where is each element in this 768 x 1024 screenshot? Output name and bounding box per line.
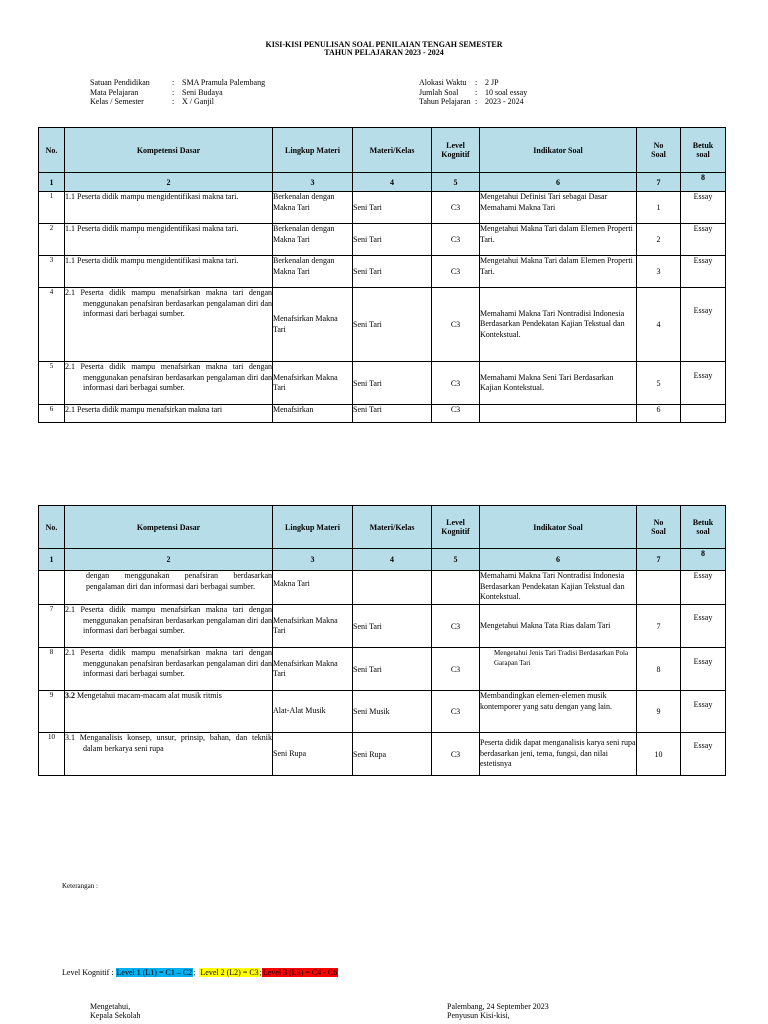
header-indikator: Indikator Soal bbox=[480, 506, 637, 549]
header-level bbox=[432, 128, 480, 173]
row-lingkup: Menafsirkan Makna Tari bbox=[273, 288, 353, 362]
header-indikator: Indikator Soal bbox=[480, 128, 637, 173]
col-number: 6 bbox=[480, 173, 637, 192]
row-bentuk: Essay bbox=[681, 256, 726, 288]
row-kd-number: 3.2 bbox=[65, 691, 75, 700]
info-value: 2023 - 2024 bbox=[485, 97, 524, 106]
row-number: 5 bbox=[39, 362, 65, 405]
level-separator: ; bbox=[193, 968, 196, 977]
header-level-line1: Level bbox=[446, 518, 465, 527]
info-row-alokasi bbox=[419, 78, 527, 88]
info-separator: : bbox=[172, 87, 175, 97]
col-number: 8 bbox=[681, 549, 726, 571]
row-indikator: Memahami Makna Seni Tari Berdasarkan Kajian Kontekstual. bbox=[480, 362, 637, 405]
row-bentuk: Essay bbox=[681, 192, 726, 224]
info-label: Tahun Pelajaran bbox=[419, 97, 471, 106]
header-bentuk-line2: soal bbox=[696, 150, 710, 159]
table-header-row bbox=[39, 128, 726, 173]
row-level: C3 bbox=[432, 405, 480, 423]
col-number: 6 bbox=[480, 549, 637, 571]
row-no-soal: 5 bbox=[637, 362, 681, 405]
row-no-soal: 7 bbox=[637, 605, 681, 648]
table-row bbox=[39, 362, 726, 405]
row-indikator: Memahami Makna Tari Nontradisi Indonesia Berdasarkan Pendekatan Kajian Tekstual dan Kontekstual. bbox=[480, 288, 637, 362]
row-materi: Seni Rupa bbox=[353, 733, 432, 776]
row-bentuk: Essay bbox=[681, 733, 726, 776]
row-level: C3 bbox=[432, 733, 480, 776]
row-number: 7 bbox=[39, 605, 65, 648]
header-materi: Materi/Kelas bbox=[353, 506, 432, 549]
row-kd-cell bbox=[65, 192, 273, 224]
header-no-soal bbox=[637, 128, 681, 173]
row-lingkup: Makna Tari bbox=[273, 571, 353, 605]
row-indikator bbox=[480, 405, 637, 423]
header-lingkup: Lingkup Materi bbox=[273, 128, 353, 173]
row-number: 10 bbox=[39, 733, 65, 776]
level-legend bbox=[62, 968, 338, 977]
row-materi: Seni Tari bbox=[353, 288, 432, 362]
row-kd: 2.1 Peserta didik mampu menafsirkan makna tari dengan menggunakan penafsiran berdasarkan pengalaman diri dan informasi dari berbagai sumber. bbox=[65, 605, 272, 635]
row-lingkup: Menafsirkan Makna Tari bbox=[273, 362, 353, 405]
header-bentuk-line1: Betuk bbox=[692, 518, 714, 527]
info-left bbox=[90, 78, 265, 107]
row-no-soal: 1 bbox=[637, 192, 681, 224]
row-number bbox=[39, 571, 65, 605]
row-indikator: Mengetahui Makna Tata Rias dalam Tari bbox=[480, 605, 637, 648]
header-no-soal-line2: Soal bbox=[651, 150, 666, 159]
header-bentuk-line2: soal bbox=[696, 527, 710, 536]
info-row-mapel bbox=[90, 88, 265, 98]
header-kd: Kompetensi Dasar bbox=[65, 506, 273, 549]
info-separator: : bbox=[172, 78, 175, 87]
row-kd: 1.1 Peserta didik mampu mengidentifikasi makna tari. bbox=[65, 224, 239, 233]
header-bentuk bbox=[681, 128, 726, 173]
col-number: 2 bbox=[65, 173, 273, 192]
row-no-soal: 8 bbox=[637, 648, 681, 691]
col-number: 4 bbox=[353, 173, 432, 192]
row-number: 8 bbox=[39, 648, 65, 691]
col-number: 7 bbox=[637, 549, 681, 571]
row-materi: Seni Tari bbox=[353, 224, 432, 256]
table-row bbox=[39, 605, 726, 648]
row-lingkup: Menafsirkan bbox=[273, 405, 353, 423]
row-bentuk: Essay bbox=[681, 224, 726, 256]
info-value: Seni Budaya bbox=[182, 87, 223, 97]
row-number: 3 bbox=[39, 256, 65, 288]
col-number: 8 bbox=[681, 173, 726, 192]
col-number: 3 bbox=[273, 173, 353, 192]
info-separator: : bbox=[475, 87, 478, 97]
table-header-row bbox=[39, 506, 726, 549]
row-kd: 2.1 Peserta didik mampu menafsirkan makna tari dengan menggunakan penafsiran berdasarkan pengalaman diri dan informasi dari berbagai sumber. bbox=[65, 362, 272, 392]
kisi-kisi-table-2 bbox=[38, 505, 726, 776]
header-no-soal bbox=[637, 506, 681, 549]
kisi-kisi-table-1 bbox=[38, 127, 726, 423]
row-number: 9 bbox=[39, 691, 65, 733]
row-kd-cell bbox=[65, 405, 273, 423]
col-number: 3 bbox=[273, 549, 353, 571]
row-no-soal: 3 bbox=[637, 256, 681, 288]
row-kd-cell bbox=[65, 224, 273, 256]
row-kd-cell bbox=[65, 605, 273, 648]
header-no-soal-line2: Soal bbox=[651, 527, 666, 536]
table-row bbox=[39, 192, 726, 224]
info-separator: : bbox=[475, 97, 478, 106]
row-indikator: Membandingkan elemen-elemen musik kontemporer yang satu dengan yang lain. bbox=[480, 691, 637, 733]
row-number: 2 bbox=[39, 224, 65, 256]
row-no-soal: 6 bbox=[637, 405, 681, 423]
row-indikator: Mengetahui Jenis Tari Tradisi Berdasarkan Pola Garapan Tari bbox=[494, 649, 629, 667]
level-2-badge: Level 2 (L2) = C3 bbox=[200, 968, 259, 977]
row-no-soal: 10 bbox=[637, 733, 681, 776]
info-row-kelas bbox=[90, 97, 265, 107]
row-kd-cell bbox=[65, 691, 273, 733]
table-row bbox=[39, 405, 726, 423]
col-number: 5 bbox=[432, 549, 480, 571]
info-label: Alokasi Waktu bbox=[419, 78, 467, 87]
col-number: 4 bbox=[353, 549, 432, 571]
row-bentuk: Essay bbox=[681, 288, 726, 362]
header-kd: Kompetensi Dasar bbox=[65, 128, 273, 173]
info-right bbox=[419, 78, 527, 107]
level-1-badge: Level 1 (L1) = C1 – C2 bbox=[116, 968, 193, 977]
header-level-line1: Level bbox=[446, 141, 465, 150]
row-indikator: Mengetahui Makna Tari dalam Elemen Properti Tari. bbox=[480, 224, 637, 256]
row-materi: Seni Tari bbox=[353, 192, 432, 224]
document-subtitle: TAHUN PELAJARAN 2023 - 2024 bbox=[324, 48, 444, 57]
row-kd: dengan menggunakan penafsiran berdasarkan pengalaman diri dan informasi dari berbagai sumber. bbox=[65, 571, 273, 605]
info-row-jumlah bbox=[419, 88, 527, 98]
row-lingkup: Seni Rupa bbox=[273, 733, 353, 776]
header-lingkup: Lingkup Materi bbox=[273, 506, 353, 549]
row-indikator: Peserta didik dapat menganalisis karya seni rupa berdasarkan jeni, tema, fungsi, dan nilai estetisnya bbox=[480, 733, 637, 776]
row-bentuk: Essay bbox=[681, 571, 726, 605]
row-kd: 1.1 Peserta didik mampu mengidentifikasi makna tari. bbox=[65, 192, 239, 201]
info-separator: : bbox=[172, 97, 175, 106]
row-no-soal bbox=[637, 571, 681, 605]
row-level: C3 bbox=[432, 605, 480, 648]
table-row bbox=[39, 224, 726, 256]
row-lingkup: Alat-Alat Musik bbox=[273, 691, 353, 733]
row-kd-cell bbox=[65, 288, 273, 362]
row-no-soal: 2 bbox=[637, 224, 681, 256]
row-kd-cell bbox=[65, 362, 273, 405]
row-materi: Seni Tari bbox=[353, 605, 432, 648]
row-bentuk: Essay bbox=[681, 691, 726, 733]
info-label: Satuan Pendidikan bbox=[90, 78, 150, 87]
header-level-line2: Kognitif bbox=[441, 527, 470, 536]
info-value: X / Ganjil bbox=[182, 97, 214, 106]
col-number: 1 bbox=[39, 549, 65, 571]
info-separator: : bbox=[475, 78, 478, 87]
row-materi: Seni Musik bbox=[353, 691, 432, 733]
row-kd: 2.1 Peserta didik mampu menafsirkan makna tari dengan menggunakan penafsiran berdasarkan pengalaman diri dan informasi dari berbagai sumber. bbox=[65, 288, 272, 318]
info-row-tahun bbox=[419, 97, 527, 107]
row-lingkup: Berkenalan dengan Makna Tari bbox=[273, 192, 353, 224]
row-lingkup: Berkenalan dengan Makna Tari bbox=[273, 256, 353, 288]
col-number: 7 bbox=[637, 173, 681, 192]
row-level bbox=[432, 571, 480, 605]
header-no-soal-line1: No bbox=[653, 141, 664, 150]
level-legend-label: Level Kognitif : bbox=[62, 968, 114, 977]
header-no: No. bbox=[39, 128, 65, 173]
row-bentuk: Essay bbox=[681, 605, 726, 648]
info-label: Jumlah Soal bbox=[419, 87, 459, 97]
row-kd: 2.1 Peserta didik mampu menafsirkan makna tari dengan menggunakan penafsiran berdasarkan pengalaman diri dan informasi dari berbagai sumber. bbox=[65, 648, 272, 678]
row-indikator: Memahami Makna Tari Nontradisi Indonesia Berdasarkan Pendekatan Kajian Tekstual dan Kontekstual. bbox=[480, 571, 637, 605]
column-number-row bbox=[39, 173, 726, 192]
signature-right-line2: Penyusun Kisi-kisi, bbox=[447, 1011, 510, 1020]
table-row bbox=[39, 288, 726, 362]
info-label: Mata Pelajaran bbox=[90, 87, 139, 97]
col-number: 1 bbox=[39, 173, 65, 192]
row-lingkup: Menafsirkan Makna Tari bbox=[273, 605, 353, 648]
row-materi: Seni Tari bbox=[353, 362, 432, 405]
info-row-satuan bbox=[90, 78, 265, 88]
row-materi bbox=[353, 571, 432, 605]
keterangan-label: Keterangan : bbox=[62, 882, 98, 890]
table-row bbox=[39, 733, 726, 776]
row-level: C3 bbox=[432, 288, 480, 362]
row-indikator-cell bbox=[480, 648, 637, 691]
row-kd: 2.1 Peserta didik mampu menafsirkan makna tari bbox=[65, 405, 223, 414]
row-level: C3 bbox=[432, 256, 480, 288]
row-kd-cell bbox=[65, 733, 273, 776]
row-lingkup: Berkenalan dengan Makna Tari bbox=[273, 224, 353, 256]
row-materi: Seni Tari bbox=[353, 405, 432, 423]
col-number: 5 bbox=[432, 173, 480, 192]
header-no-soal-line1: No bbox=[653, 518, 664, 527]
row-number: 1 bbox=[39, 192, 65, 224]
row-number: 4 bbox=[39, 288, 65, 362]
signature-left bbox=[90, 1002, 140, 1020]
level-separator: ; bbox=[259, 968, 262, 977]
row-level: C3 bbox=[432, 691, 480, 733]
signature-right-line1: Palembang, 24 September 2023 bbox=[447, 1002, 549, 1011]
row-level: C3 bbox=[432, 224, 480, 256]
row-level: C3 bbox=[432, 192, 480, 224]
row-materi: Seni Tari bbox=[353, 648, 432, 691]
signature-left-line1: Mengetahui, bbox=[90, 1002, 131, 1011]
header-no: No. bbox=[39, 506, 65, 549]
row-indikator: Mengetahui Definisi Tari sebagai Dasar Memahami Makna Tari bbox=[480, 192, 637, 224]
table-row bbox=[39, 648, 726, 691]
header-level bbox=[432, 506, 480, 549]
table-row bbox=[39, 256, 726, 288]
row-indikator: Mengetahui Makna Tari dalam Elemen Properti Tari. bbox=[480, 256, 637, 288]
col-number: 2 bbox=[65, 549, 273, 571]
row-materi: Seni Tari bbox=[353, 256, 432, 288]
table-row bbox=[39, 571, 726, 605]
header-bentuk bbox=[681, 506, 726, 549]
signature-left-line2: Kepala Sekolah bbox=[90, 1011, 141, 1020]
column-number-row bbox=[39, 549, 726, 571]
info-value: 2 JP bbox=[485, 78, 499, 87]
row-kd: 3.1 Menganalisis konsep, unsur, prinsip, bahan, dan teknik dalam berkarya seni rupa bbox=[65, 733, 272, 753]
row-bentuk bbox=[681, 405, 726, 423]
row-kd-cell bbox=[65, 648, 273, 691]
document-title: KISI-KISI PENULISAN SOAL PENILAIAN TENGAH SEMESTER bbox=[265, 40, 503, 49]
header-materi: Materi/Kelas bbox=[353, 128, 432, 173]
level-3-badge: Level 3 (L3) = C4 - C6 bbox=[262, 968, 338, 977]
table-row bbox=[39, 691, 726, 733]
row-kd: 1.1 Peserta didik mampu mengidentifikasi makna tari. bbox=[65, 256, 239, 265]
row-kd: Mengetahui macam-macam alat musik ritmis bbox=[77, 691, 222, 700]
row-number: 6 bbox=[39, 405, 65, 423]
row-kd-cell bbox=[65, 256, 273, 288]
info-value: 10 soal essay bbox=[485, 87, 528, 97]
row-no-soal: 9 bbox=[637, 691, 681, 733]
header-bentuk-line1: Betuk bbox=[692, 141, 714, 150]
signature-right bbox=[447, 1002, 549, 1020]
row-lingkup: Menafsirkan Makna Tari bbox=[273, 648, 353, 691]
row-no-soal: 4 bbox=[637, 288, 681, 362]
row-bentuk: Essay bbox=[681, 362, 726, 405]
info-label: Kelas / Semester bbox=[90, 97, 144, 106]
row-bentuk: Essay bbox=[681, 648, 726, 691]
info-value: SMA Pramula Palembang bbox=[182, 78, 266, 87]
row-level: C3 bbox=[432, 362, 480, 405]
header-level-line2: Kognitif bbox=[441, 150, 470, 159]
row-level: C3 bbox=[432, 648, 480, 691]
